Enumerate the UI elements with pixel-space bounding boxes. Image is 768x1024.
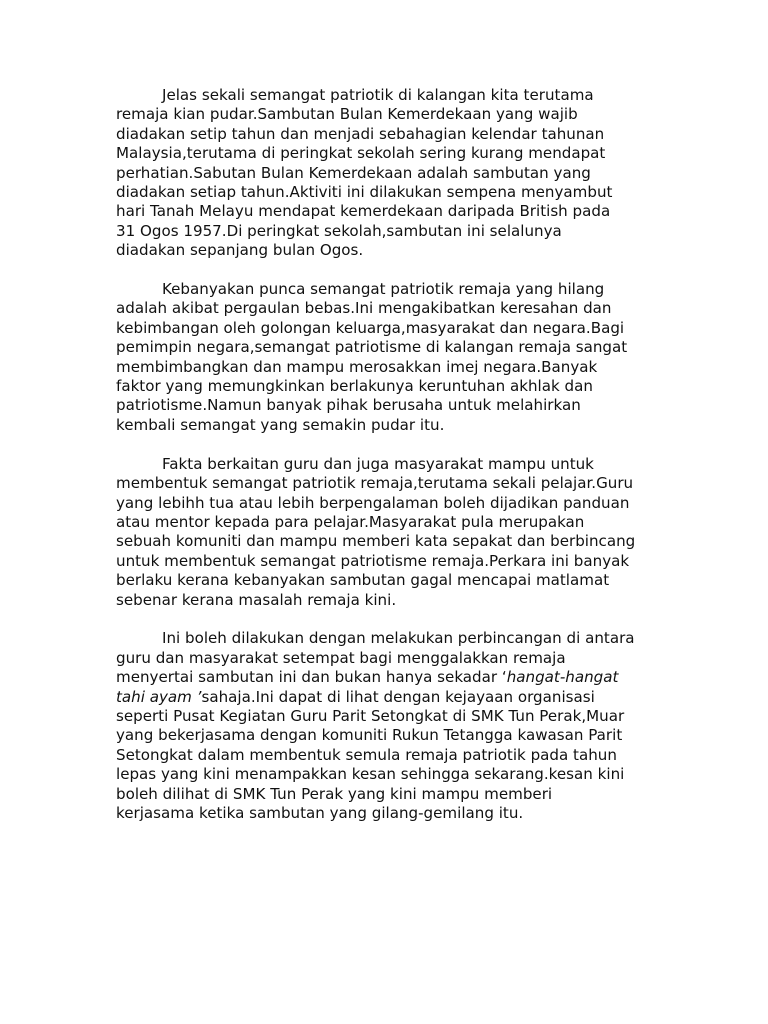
paragraph-1	[116, 86, 656, 261]
text-line: hari Tanah Melayu mendapat kemerdekaan daripada British pada	[116, 202, 611, 221]
text-line: sebuah komuniti dan mampu memberi kata sepakat dan berbincang	[116, 532, 636, 551]
text-line: 31 Ogos 1957.Di peringkat sekolah,sambutan ini selalunya	[116, 221, 562, 240]
text-line	[116, 668, 656, 687]
text-line: diadakan sepanjang bulan Ogos.	[116, 241, 364, 260]
paragraph-2	[116, 280, 656, 435]
text-line: guru dan masyarakat setempat bagi menggalakkan remaja	[116, 648, 566, 667]
text-line: kebimbangan oleh golongan keluarga,masyarakat dan negara.Bagi	[116, 318, 625, 337]
text-line: seperti Pusat Kegiatan Guru Parit Setongkat di SMK Tun Perak,Muar	[116, 706, 625, 725]
text-line: patriotisme.Namun banyak pihak berusaha untuk melahirkan	[116, 396, 581, 415]
text-line: yang lebihh tua atau lebih berpengalaman boleh dijadikan panduan	[116, 493, 630, 512]
text-line: Kebanyakan punca semangat patriotik remaja yang hilang	[162, 280, 605, 299]
paragraph-3	[116, 455, 656, 610]
text-line: Ini boleh dilakukan dengan melakukan perbincangan di antara	[162, 629, 635, 648]
text-line: kerjasama ketika sambutan yang gilang-gemilang itu.	[116, 803, 524, 822]
text-line: membimbangkan dan mampu merosakkan imej negara.Banyak	[116, 357, 598, 376]
text-line: adalah akibat pergaulan bebas.Ini mengakibatkan keresahan dan	[116, 299, 612, 318]
text-line: Fakta berkaitan guru dan juga masyarakat mampu untuk	[162, 454, 594, 473]
italic-phrase: hangat-hangat	[506, 668, 619, 687]
text-span: menyertai sambutan ini dan bukan hanya sekadar ‘	[116, 668, 507, 687]
italic-phrase: tahi ayam ’	[116, 687, 202, 706]
document-body	[116, 86, 656, 843]
text-line: berlaku kerana kebanyakan sambutan gagal mencapai matlamat	[116, 571, 610, 590]
text-line: untuk membentuk semangat patriotisme remaja.Perkara ini banyak	[116, 551, 630, 570]
text-line: yang bekerjasama dengan komuniti Rukun Tetangga kawasan Parit	[116, 726, 623, 745]
text-line: atau mentor kepada para pelajar.Masyarakat pula merupakan	[116, 512, 585, 531]
text-line: Malaysia,terutama di peringkat sekolah sering kurang mendapat	[116, 144, 606, 163]
text-line: boleh dilihat di SMK Tun Perak yang kini mampu memberi	[116, 784, 553, 803]
text-line: diadakan setip tahun dan menjadi sebahagian kelendar tahunan	[116, 124, 605, 143]
text-line: sebenar kerana masalah remaja kini.	[116, 590, 397, 609]
paragraph-4	[116, 629, 656, 823]
text-line: kembali semangat yang semakin pudar itu.	[116, 415, 445, 434]
text-line: Setongkat dalam membentuk semula remaja patriotik pada tahun	[116, 745, 617, 764]
text-line: remaja kian pudar.Sambutan Bulan Kemerdekaan yang wajib	[116, 105, 578, 124]
text-line: diadakan setiap tahun.Aktiviti ini dilakukan sempena menyambut	[116, 183, 613, 202]
text-span: sahaja.Ini dapat di lihat dengan kejayaan organisasi	[201, 687, 595, 706]
text-line: membentuk semangat patriotik remaja,terutama sekali pelajar.Guru	[116, 474, 634, 493]
text-line	[116, 688, 656, 707]
text-line: pemimpin negara,semangat patriotisme di kalangan remaja sangat	[116, 338, 628, 357]
text-line: perhatian.Sabutan Bulan Kemerdekaan adalah sambutan yang	[116, 163, 591, 182]
text-line: Jelas sekali semangat patriotik di kalangan kita terutama	[162, 86, 594, 104]
text-line: faktor yang memungkinkan berlakunya keruntuhan akhlak dan	[116, 377, 593, 396]
text-line: lepas yang kini menampakkan kesan sehingga sekarang.kesan kini	[116, 765, 625, 784]
